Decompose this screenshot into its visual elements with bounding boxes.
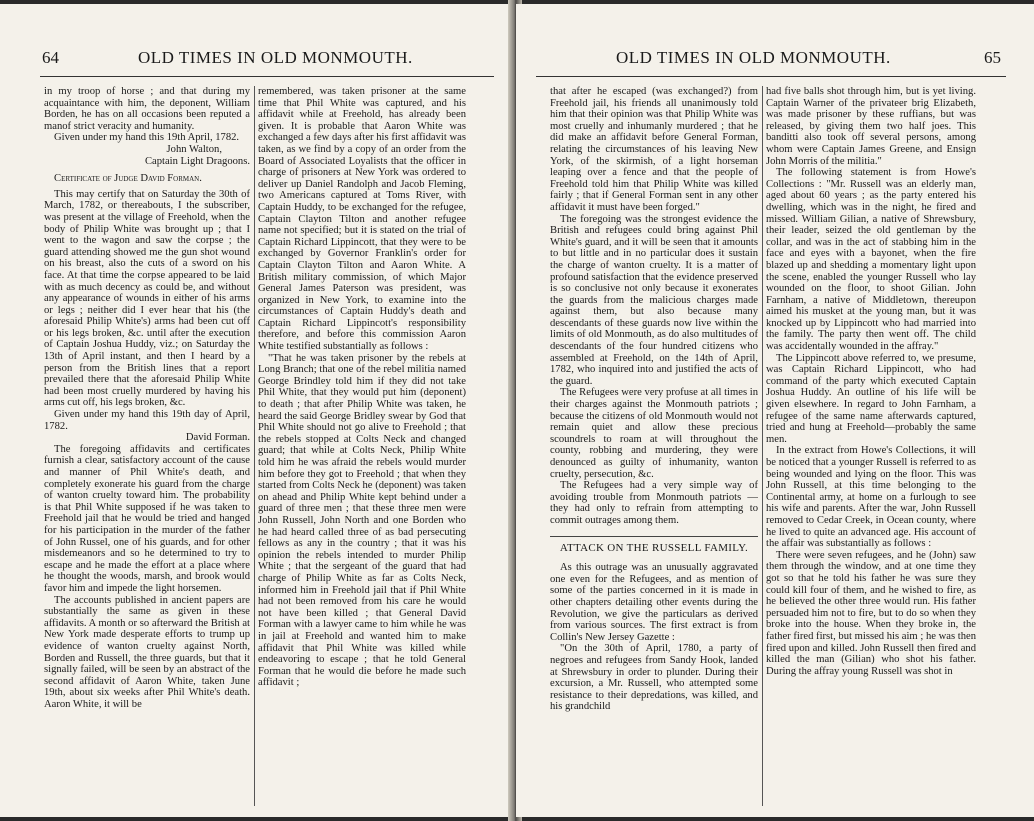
left-column-1: [44, 86, 250, 806]
paragraph: "On the 30th of April, 1780, a party of negroes and refugees from Sandy Hook, landed at Shrewsbury in order to plunder. During their excursion, a Mr. Russell, who attempted some resistance to their depredations, was killed, and his grandchild: [550, 643, 758, 713]
paragraph: had five balls shot through him, but is yet living. Captain Warner of the privateer brig Elizabeth, was made prisoner by these ruffians, but was released, by giving them two half joes. This banditti also took off several persons, among whom were Captain James Greene, and Ensign John Morris of the militia.": [766, 86, 976, 167]
signature-name: David Forman.: [185, 432, 250, 444]
paragraph: The Refugees had a very simple way of avoiding trouble from Monmouth patriots —they had only to refrain from attempting to commit outrages among them.: [550, 480, 758, 526]
running-head-left: OLD TIMES IN OLD MONMOUTH.: [138, 48, 413, 67]
section-heading: ATTACK ON THE RUSSELL FAMILY.: [550, 536, 758, 555]
paragraph: The foregoing was the strongest evidence the British and refugees could bring against Phil White's guard, and it will be seen that it amounts to but little and in no particular does it sustain the charge of wanton cruelty. It is a matter of profound satisfaction that the evidence preserved is so conclusive not only because it exonerates the guards from the malicious charges made against them, but also because many descendants of these guards now live within the limits of old Monmouth, as do also multitudes of descendants of the four hundred citizens who assembled at Freehold, on the 14th of April, 1782, who inquired into and justified the acts of the guard.: [550, 213, 758, 387]
header-rule-right: [536, 76, 1006, 77]
paragraph: remembered, was taken prisoner at the same time that Phil White was captured, and his affidavit while at Freehold, has already been given. It is probable that Aaron White was exchanged a few days after his first affidavit was taken, as we find by a copy of an order from the Board of Associated Loyalists that the officer in charge of prisoners at New York was ordered to deliver up Daniel Randolph and Jacob Fleming, two Americans captured at Toms River, with Captain Huddy, to be exchanged for the refugee, Captain Clayton Tilton and another refugee name not specified; but it is stated on the trial of Captain Richard Lippincott, that they were to be exchanged by Governor Franklin's order for Captain Clayton Tilton and Aaron White. A British military commission, of which Major General James Paterson was president, was organized in New York, to examine into the circumstances of Captain Huddy's death and Captain Richard Lippincott's responsibility therefore, and before this commission Aaron White testified substantially as follows :: [258, 86, 466, 353]
paragraph: As this outrage was an unusually aggravated one even for the Refugees, and as mention of some of the parties concerned in it is made in other chapters detailing other events during the Revolution, we give the particulars as derived from various sources. The first extract is from Collin's New Jersey Gazette :: [550, 562, 758, 643]
left-page: [0, 4, 514, 817]
left-column-2: [258, 86, 466, 806]
paragraph: In the extract from Howe's Collections, it will be noticed that a younger Russell is referred to as being wounded and lying on the floor. This was John Russell, at this time belonging to the Continental army, at home on a furlough to see his wife and parents. After the war, John Russell removed to Cedar Creek, in Ocean county, where he lived to quite an advanced age. His account of the affair was substantially as follows :: [766, 445, 976, 550]
page-number-left: 64: [42, 48, 59, 67]
right-column-1: [550, 86, 758, 806]
right-page: [516, 4, 1034, 817]
signature-title: Captain Light Dragoons.: [144, 155, 250, 167]
paragraph: that after he escaped (was exchanged?) from Freehold jail, his friends all unanimously told him that their opinion was that Philip White was most cruelly and inhumanly murdered ; that he did make an affidavit before General Forman, relating the circumstances of his leaving New York, of the skirmish, of a light horseman leaping over a fence and that the people of Freehold told him that Philip White was killed fairly ; that if General Forman sent in any other affidavit it must have been forged.": [550, 86, 758, 213]
column-divider: [762, 86, 763, 806]
paragraph: The Refugees were very profuse at all times in their charges against the Monmouth patriots ; because the citizens of old Monmouth would not remain quiet and allow these precious scoundrels to roam at will throughout the county, robbing and murdering, they were denounced as guilty of inhumanity, wanton cruelty, persecution, &c.: [550, 387, 758, 480]
signature-name: John Walton,: [166, 143, 222, 155]
paragraph: The accounts published in ancient papers are substantially the same as given in these affidavits. A month or so afterward the British at New York made desperate efforts to trump up evidence of wanton cruelty against North, Borden and Russell, the three guards, but that it signally failed, will be seen by an abstract of the second affidavit of Aaron White, taken June 19th, about six weeks after Phil White's death. Aaron White, it will be: [44, 594, 250, 710]
paragraph: Given under my hand this 19th April, 1782.: [54, 132, 240, 144]
right-column-2: [766, 86, 976, 806]
section-heading: Certificate of Judge David Forman.: [54, 173, 202, 185]
running-head-right: OLD TIMES IN OLD MONMOUTH.: [616, 48, 891, 67]
paragraph: The foregoing affidavits and certificates furnish a clear, satisfactory account of the cause and manner of Phil White's death, and completely exonerate his guard from the charge of wanton cruelty toward him. The probability is that Phil White supposed if he was taken to Freehold jail that he would be tried and hanged for his participation in the murder of the father of John Russel, one of his guards, and for other misdemeanors and so he determined to try to escape and he made the effort at a place where he thought the woods, marsh, and brook would favor him and impede the light horsemen.: [44, 443, 250, 594]
column-divider: [254, 86, 255, 806]
paragraph: This may certify that on Saturday the 30th of March, 1782, or thereabouts, I the subscriber, was present at the village of Freehold, when the body of Philip White was brought up ; that I went to the wagon and saw the corpse ; the guard attending showed me the gun shot wound on his breast, also the cuts of a sword on his face. At that time the corpse appeared to be laid with as much decency as could be, and without any appearance of wounds in either of his arms or legs ; neither did I ever hear that his (the aforesaid Philip White's) arms had been cut off or his legs broken, &c. until after the execution of Captain Joshua Huddy, viz.; on Saturday the 13th of April instant, and then I heard by a person from the British lines that a report prevailed there that the aforesaid Philip White had been most cruelly murdered by having his arms cut off, his legs broken, &c.: [44, 188, 250, 409]
paragraph: The following statement is from Howe's Collections : "Mr. Russell was an elderly man, aged about 60 years ; as the party entered his dwelling, which was in the night, he fired and missed. William Gilian, a native of Shrewsbury, their leader, seized the old gentleman by the collar, and was in the act of stabbing him in the face and eyes with a bayonet, when the fire blazed up and shedding a momentary light upon the scene, enabled the younger Russell who lay wounded on the floor, to shoot Gilian. John Farnham, a native of Middletown, thereupon aimed his musket at the young man, but it was knocked up by Lippincott who had married into the family. The party then went off. The child was accidentally wounded in the affray.": [766, 167, 976, 353]
paragraph: There were seven refugees, and he (John) saw them through the window, and at one time they got so that he told his father he was sure they could kill four of them, and he wished to fire, as he believed the other three would run. His father persuaded him not to fire, but to do so when they broke into the house. When they broke in, the father fired first, but missed his aim ; he was then fired upon and killed. John Russell then fired and killed the man (Gilian) who shot his father. During the affray young Russell was shot in: [766, 549, 976, 677]
page-number-right: 65: [984, 48, 1001, 67]
paragraph: "That he was taken prisoner by the rebels at Long Branch; that one of the rebel militia named George Brindley told him if they did not take Phil White, that they would put him (deponent) to death ; that after Philip White was taken, he heard the said George Bridley swear by God that Phil White should not go alive to Freehold ; that the rebels stopped at Colts Neck and changed guard; that while at Colts Neck, Philip White told him he was afraid the rebels would murder him before they got to Freehold ; that when they started from Colts Neck he (deponent) was taken on ahead and Philip White kept behind under a guard of three men ; that these three men were John Russell, John North and one Borden who he had heard called three of as bad persecuting fellows as any in the country ; that it was his opinion the rebels intended to murder Philip White ; that the sergeant of the guard that had charge of Philip White as far as Colts Neck, informed him in Freehold jail that if Phil White had not been removed from his care he would not have been killed ; that General David Forman with a lawyer came to him while he was in jail at Freehold and wanted him to make affidavit that Phil White was killed while endeavoring to escape ; that he told General Forman that he would die before he made such affidavit ;: [258, 352, 466, 689]
paragraph: Given under my hand this 19th day of April, 1782.: [44, 409, 250, 432]
paragraph: in my troop of horse ; and that during my acquaintance with him, the deponent, William Borden, he has on all occasions been reputed a manof strict veracity and humanity.: [44, 86, 250, 132]
paragraph: The Lippincott above referred to, we presume, was Captain Richard Lippincott, who had command of the party which executed Captain Joshua Huddy. An outline of his life will be given elsewhere. In regard to John Farnham, a refugee of the same name afterwards captured, tried and hung at Freehold—probably the same men.: [766, 352, 976, 445]
header-rule-left: [40, 76, 494, 77]
